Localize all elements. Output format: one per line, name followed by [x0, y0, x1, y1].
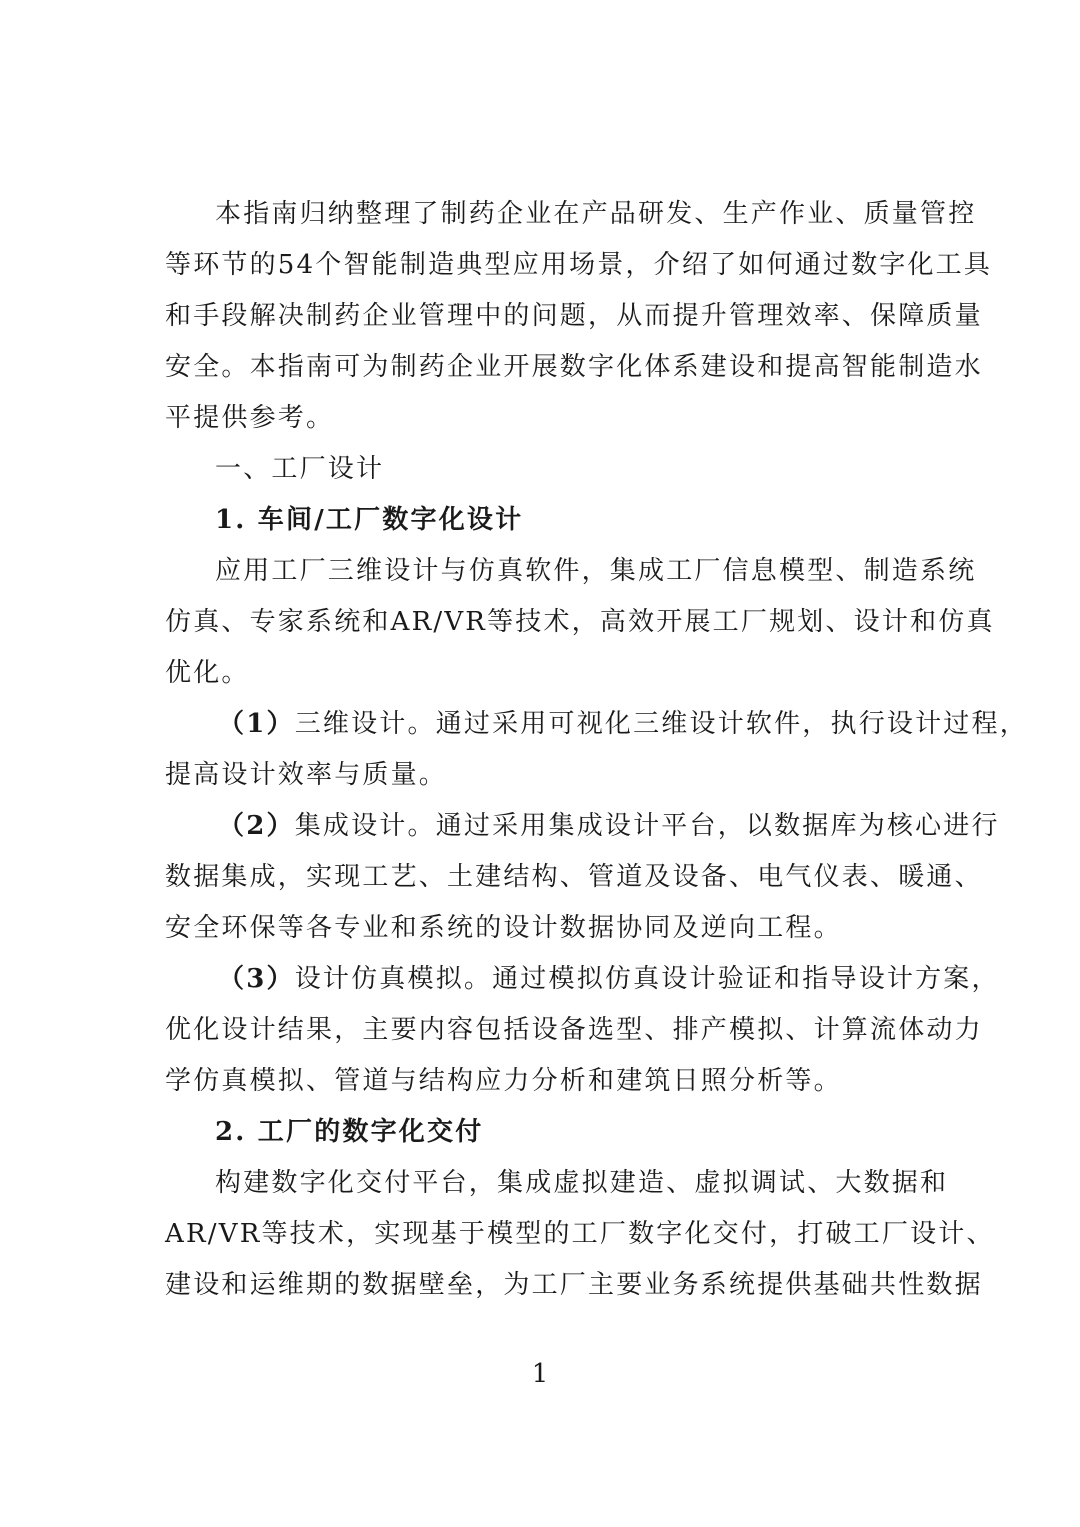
body-line: 应用工厂三维设计与仿真软件，集成工厂信息模型、制造系统: [215, 556, 977, 586]
intro-line: 平提供参考。: [165, 403, 335, 433]
list-item-text: 三维设计。通过采用可视化三维设计软件，执行设计过程，: [294, 709, 1028, 739]
list-item-line: 优化设计结果，主要内容包括设备选型、排产模拟、计算流体动力: [165, 1015, 983, 1045]
intro-line: 安全。本指南可为制药企业开展数字化体系建设和提高智能制造水: [165, 352, 983, 382]
list-item-label: （2）: [218, 811, 295, 841]
list-item-2-first-line: [218, 806, 1000, 846]
body-line: 优化。: [165, 658, 250, 688]
list-item-text: 设计仿真模拟。通过模拟仿真设计验证和指导设计方案，: [294, 964, 1000, 994]
subsection-heading: 2. 工厂的数字化交付: [215, 1117, 484, 1147]
list-item-label: （3）: [218, 964, 295, 994]
subsection-heading: 1. 车间/工厂数字化设计: [215, 505, 524, 535]
list-item-text: 集成设计。通过采用集成设计平台，以数据库为核心进行: [294, 811, 1000, 841]
body-line: AR/VR等技术，实现基于模型的工厂数字化交付，打破工厂设计、: [165, 1219, 995, 1249]
intro-line: 等环节的54个智能制造典型应用场景，介绍了如何通过数字化工具: [165, 250, 993, 280]
list-item-3-first-line: [218, 959, 1000, 999]
body-line: 建设和运维期的数据壁垒，为工厂主要业务系统提供基础共性数据: [165, 1270, 983, 1300]
page-number: 1: [531, 1359, 549, 1389]
intro-line: 本指南归纳整理了制药企业在产品研发、生产作业、质量管控: [215, 199, 977, 229]
list-item-line: 提高设计效率与质量。: [165, 760, 448, 790]
body-line: 仿真、专家系统和AR/VR等技术，高效开展工厂规划、设计和仿真: [165, 607, 995, 637]
list-item-label: （1）: [218, 709, 295, 739]
list-item-line: 安全环保等各专业和系统的设计数据协同及逆向工程。: [165, 913, 842, 943]
section-heading: 一、工厂设计: [215, 454, 385, 484]
list-item-line: 学仿真模拟、管道与结构应力分析和建筑日照分析等。: [165, 1066, 842, 1096]
intro-line: 和手段解决制药企业管理中的问题，从而提升管理效率、保障质量: [165, 301, 983, 331]
list-item-1-first-line: [218, 704, 1028, 744]
list-item-line: 数据集成，实现工艺、土建结构、管道及设备、电气仪表、暖通、: [165, 862, 983, 892]
body-line: 构建数字化交付平台，集成虚拟建造、虚拟调试、大数据和: [215, 1168, 949, 1198]
